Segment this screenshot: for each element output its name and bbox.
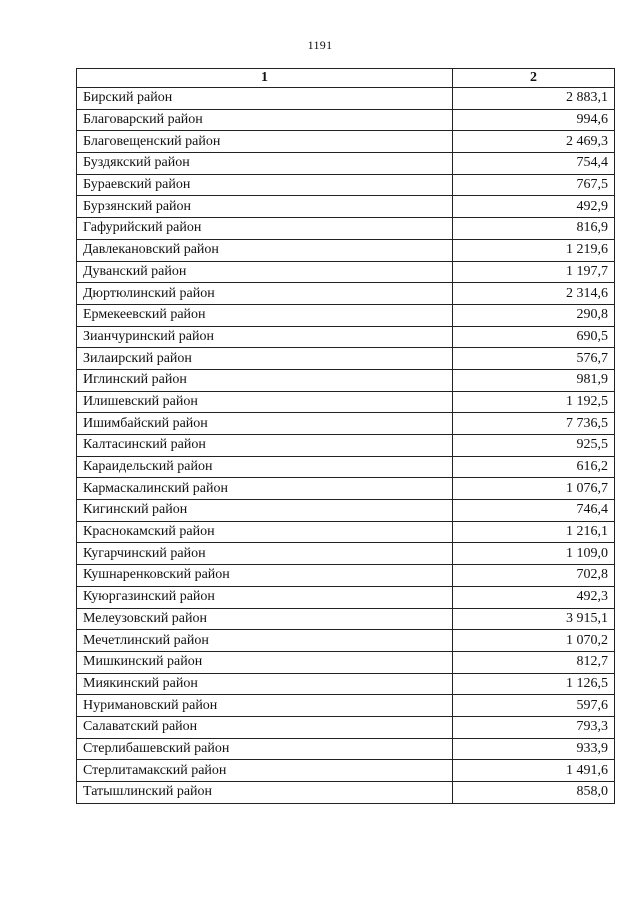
table-row	[77, 565, 615, 587]
table-row	[77, 196, 615, 218]
table-body	[77, 88, 615, 804]
table-row	[77, 153, 615, 175]
amount-cell: 3 915,1	[453, 608, 615, 630]
amount-cell: 793,3	[453, 716, 615, 738]
district-name-cell: Бирский район	[77, 88, 453, 110]
table-row	[77, 131, 615, 153]
amount-cell: 1 076,7	[453, 478, 615, 500]
amount-cell: 1 197,7	[453, 261, 615, 283]
district-name-cell: Калтасинский район	[77, 435, 453, 457]
table-row	[77, 413, 615, 435]
table-row	[77, 543, 615, 565]
table-row	[77, 239, 615, 261]
amount-cell: 816,9	[453, 218, 615, 240]
district-name-cell: Татышлинский район	[77, 782, 453, 804]
header-row	[77, 69, 615, 88]
table-row	[77, 174, 615, 196]
district-name-cell: Стерлибашевский район	[77, 738, 453, 760]
amount-cell: 492,3	[453, 586, 615, 608]
district-name-cell: Краснокамский район	[77, 521, 453, 543]
data-table	[76, 68, 615, 804]
amount-cell: 925,5	[453, 435, 615, 457]
amount-cell: 702,8	[453, 565, 615, 587]
district-name-cell: Давлекановский район	[77, 239, 453, 261]
table-row	[77, 435, 615, 457]
table-row	[77, 304, 615, 326]
table-row	[77, 456, 615, 478]
district-name-cell: Кигинский район	[77, 500, 453, 522]
table-row	[77, 500, 615, 522]
district-name-cell: Ермекеевский район	[77, 304, 453, 326]
table-row	[77, 88, 615, 110]
district-name-cell: Салаватский район	[77, 716, 453, 738]
district-name-cell: Иглинский район	[77, 369, 453, 391]
amount-cell: 1 491,6	[453, 760, 615, 782]
table-row	[77, 218, 615, 240]
amount-cell: 1 216,1	[453, 521, 615, 543]
amount-cell: 492,9	[453, 196, 615, 218]
district-name-cell: Кугарчинский район	[77, 543, 453, 565]
table-row	[77, 716, 615, 738]
amount-cell: 2 883,1	[453, 88, 615, 110]
table-row	[77, 608, 615, 630]
table-row	[77, 521, 615, 543]
table-row	[77, 651, 615, 673]
table-row	[77, 109, 615, 131]
table-row	[77, 630, 615, 652]
amount-cell: 597,6	[453, 695, 615, 717]
district-name-cell: Зианчуринский район	[77, 326, 453, 348]
table-row	[77, 283, 615, 305]
table-row	[77, 673, 615, 695]
table-row	[77, 478, 615, 500]
district-name-cell: Зилаирский район	[77, 348, 453, 370]
district-name-cell: Мишкинский район	[77, 651, 453, 673]
table-row	[77, 261, 615, 283]
table-row	[77, 738, 615, 760]
table-row	[77, 391, 615, 413]
table-row	[77, 782, 615, 804]
district-name-cell: Стерлитамакский район	[77, 760, 453, 782]
table-row	[77, 348, 615, 370]
amount-cell: 2 469,3	[453, 131, 615, 153]
amount-cell: 576,7	[453, 348, 615, 370]
table-row	[77, 326, 615, 348]
table-row	[77, 369, 615, 391]
table-header	[77, 69, 615, 88]
district-name-cell: Гафурийский район	[77, 218, 453, 240]
district-name-cell: Благоварский район	[77, 109, 453, 131]
amount-cell: 746,4	[453, 500, 615, 522]
amount-cell: 1 126,5	[453, 673, 615, 695]
district-name-cell: Мелеузовский район	[77, 608, 453, 630]
amount-cell: 754,4	[453, 153, 615, 175]
amount-cell: 2 314,6	[453, 283, 615, 305]
table-row	[77, 760, 615, 782]
district-name-cell: Мечетлинский район	[77, 630, 453, 652]
amount-cell: 616,2	[453, 456, 615, 478]
amount-cell: 690,5	[453, 326, 615, 348]
district-name-cell: Куюргазинский район	[77, 586, 453, 608]
amount-cell: 290,8	[453, 304, 615, 326]
district-name-cell: Дуванский район	[77, 261, 453, 283]
amount-cell: 7 736,5	[453, 413, 615, 435]
district-name-cell: Кушнаренковский район	[77, 565, 453, 587]
page-number: 1191	[307, 38, 333, 52]
district-name-cell: Буздякский район	[77, 153, 453, 175]
amount-cell: 1 070,2	[453, 630, 615, 652]
amount-cell: 994,6	[453, 109, 615, 131]
amount-cell: 812,7	[453, 651, 615, 673]
table-row	[77, 695, 615, 717]
district-name-cell: Илишевский район	[77, 391, 453, 413]
header-column-2: 2	[453, 69, 615, 88]
district-name-cell: Ишимбайский район	[77, 413, 453, 435]
district-name-cell: Нуримановский район	[77, 695, 453, 717]
amount-cell: 933,9	[453, 738, 615, 760]
amount-cell: 1 219,6	[453, 239, 615, 261]
amount-cell: 858,0	[453, 782, 615, 804]
district-name-cell: Караидельский район	[77, 456, 453, 478]
district-name-cell: Бурзянский район	[77, 196, 453, 218]
district-name-cell: Миякинский район	[77, 673, 453, 695]
amount-cell: 1 192,5	[453, 391, 615, 413]
district-name-cell: Благовещенский район	[77, 131, 453, 153]
table-row	[77, 586, 615, 608]
amount-cell: 1 109,0	[453, 543, 615, 565]
district-name-cell: Бураевский район	[77, 174, 453, 196]
header-column-1: 1	[77, 69, 453, 88]
amount-cell: 767,5	[453, 174, 615, 196]
amount-cell: 981,9	[453, 369, 615, 391]
district-name-cell: Дюртюлинский район	[77, 283, 453, 305]
district-name-cell: Кармаскалинский район	[77, 478, 453, 500]
